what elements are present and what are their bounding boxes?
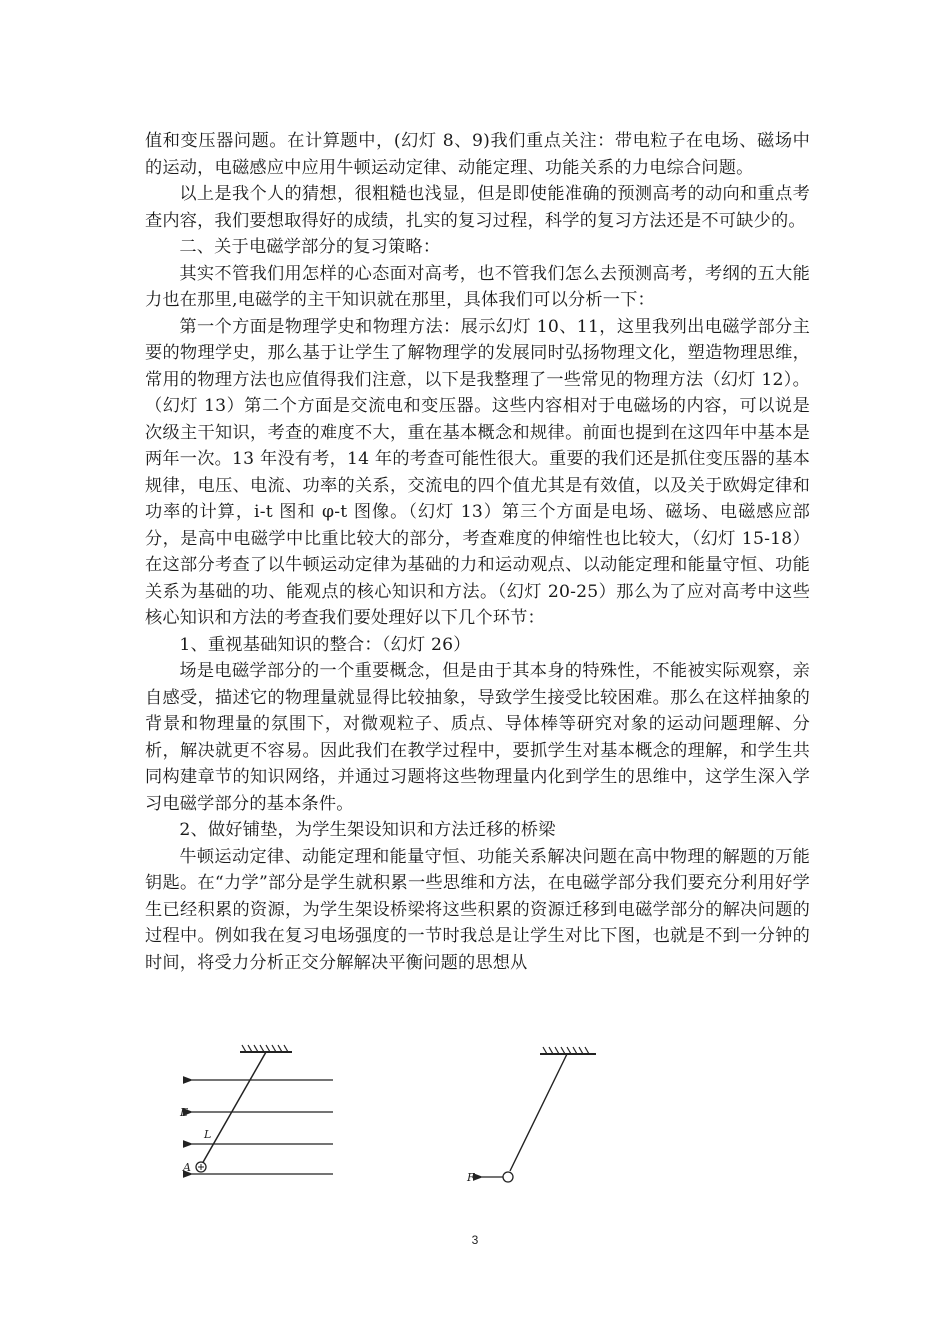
label-A: A <box>183 1161 191 1174</box>
paragraph-continuation: 值和变压器问题。在计算题中，(幻灯 8、9)我们重点关注：带电粒子在电场、磁场中的运动，电磁感应中应用牛顿运动定律、动能定理、功能关系的力电综合问题。 <box>145 131 810 178</box>
right-figure-force <box>466 1047 596 1184</box>
pendulum-ball <box>503 1172 513 1182</box>
subheading-1: 1、重视基础知识的整合：（幻灯 26） <box>179 634 471 655</box>
paragraph-field-concept: 场是电磁学部分的一个重要概念，但是由于其本身的特殊性，不能被实际观察，亲自感受，描述它的物理量就显得比较抽象，导致学生接受比较困难。那么在这样抽象的背景和物理量的氛围下，对微观粒子、质点、导体棒等研究对象的运动问题理解、分析，解决就更不容易。因此我们在教学过程中，要抓学生对基本概念的理解，和学生共同构建章节的知识网络，并通过习题将这些物理量内化到学生的思维中，这学生深入学习电磁学部分的基本条件。 <box>145 661 810 814</box>
page-number: 3 <box>471 1233 479 1247</box>
ceiling-support-right <box>540 1047 596 1054</box>
paragraph-guess: 以上是我个人的猜想，很粗糙也浅显，但是即使能准确的预测高考的动向和重点考查内容，我们要想取得好的成绩，扎实的复习过程，科学的复习方法还是不可缺少的。 <box>145 184 810 231</box>
left-figure-electric-field <box>179 1045 333 1174</box>
paragraph-aspects: 第一个方面是物理学史和物理方法：展示幻灯 10、11，这里我列出电磁学部分主要的物理学史，那么基于让学生了解物理学的发展同时弘扬物理文化，塑造物理思维，常用的物理方法也应值得我们注意，以下是我整理了一些常见的物理方法（幻灯 12）。（幻灯 13）第二个方面是交流电和变压器。这些内容相对于电磁场的内容，可以说是次级主干知识，考查的难度不大，重在基本概念和规律。前面也提到在这四年中基本是两年一次。13 年没有考，14 年的考查可能性很大。重要的我们还是抓住变压器的基本规律，电压、电流、功率的关系，交流电的四个值尤其是有效值，以及关于欧姆定律和功率的计算，i-t 图和 φ-t 图像。（幻灯 13）第三个方面是电场、磁场、电磁感应部分，是高中电磁学中比重比较大的部分，考查难度的伸缩性也比较大，（幻灯 15-18）在这部分考查了以牛顿运动定律为基础的力和运动观点、以动能定理和能量守恒、功能关系为基础的功、能观点的核心知识和方法。（幻灯 20-25）那么为了应对高考中这些核心知识和方法的考查我们要处理好以下几个环节： <box>145 316 810 628</box>
charged-ball <box>196 1162 206 1172</box>
label-L: L <box>204 1128 212 1141</box>
paragraph-intro: 其实不管我们用怎样的心态面对高考，也不管我们怎么去预测高考，考纲的五大能力也在那里,电磁学的主干知识就在那里，具体我们可以分析一下： <box>145 263 810 310</box>
paragraph-bridge: 牛顿运动定律、动能定理和能量守恒、功能关系解决问题在高中物理的解题的万能钥匙。在“力学”部分是学生就积累一些思维和方法，在电磁学部分我们要充分利用好学生已经积累的资源，为学生架设桥梁将这些积累的资源迁移到电磁学部分的解决问题的过程中。例如我在复习电场强度的一节时我总是让学生对比下图，也就是不到一分钟的时间，将受力分析正交分解解决平衡问题的思想从 <box>145 846 810 973</box>
body-text <box>145 128 810 976</box>
field-lines <box>192 1080 333 1174</box>
label-E: E <box>180 1106 189 1119</box>
figures-area <box>0 1040 950 1200</box>
suspension-string-left <box>202 1052 266 1164</box>
label-F: F <box>467 1171 475 1184</box>
subheading-2: 2、做好铺垫，为学生架设知识和方法迁移的桥梁 <box>179 820 556 840</box>
section-heading-2: 二、关于电磁学部分的复习策略： <box>179 237 441 257</box>
ceiling-support-left <box>240 1045 292 1052</box>
comparison-figures <box>0 1040 950 1200</box>
suspension-string-right <box>510 1054 567 1171</box>
